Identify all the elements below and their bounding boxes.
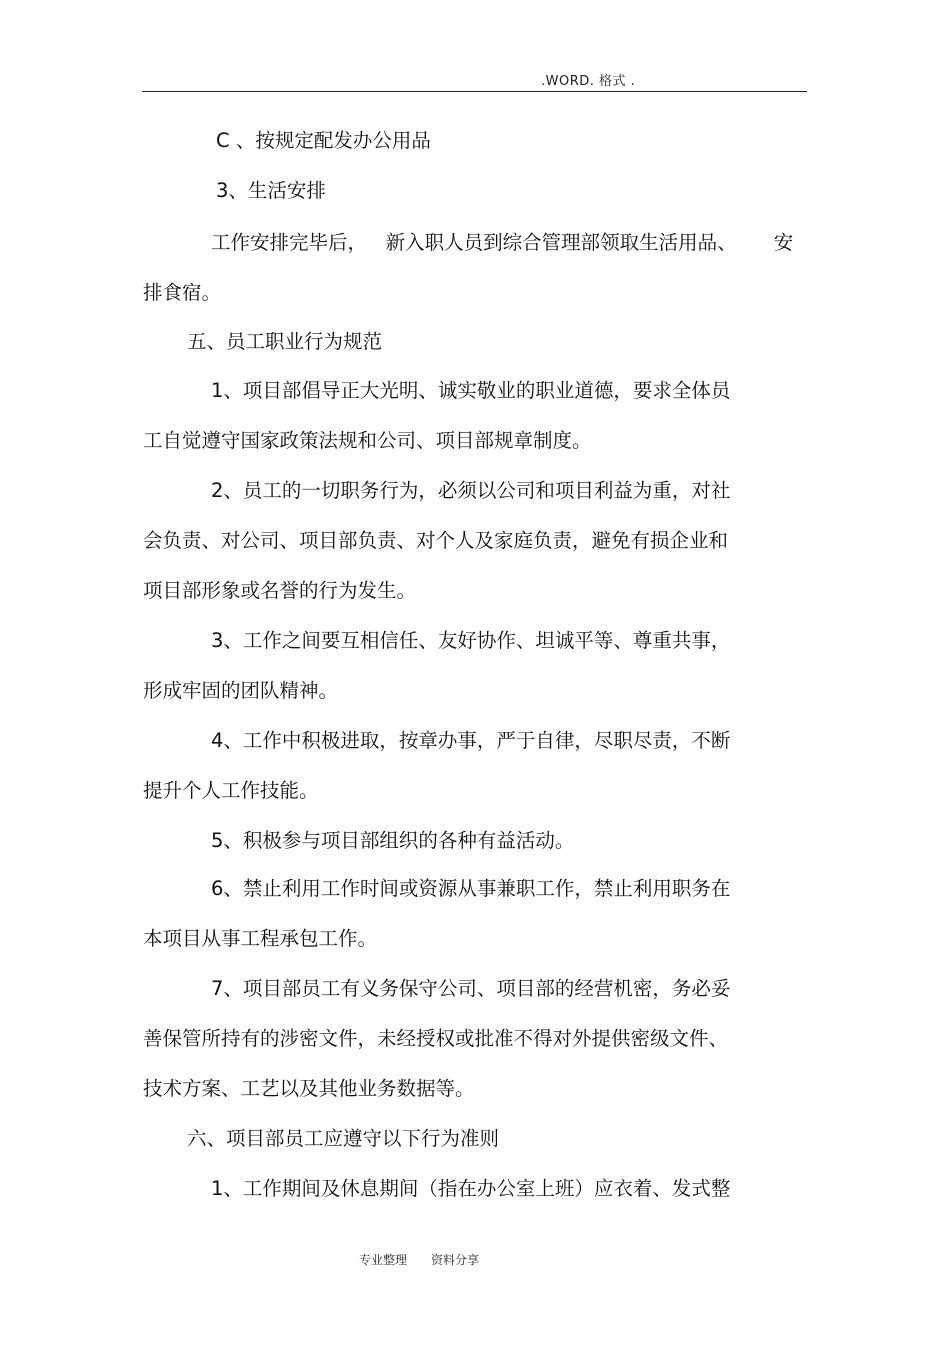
footer-left-text: 专业整理 [359,1253,408,1267]
body-line: 2、员工的一切职务行为，必须以公司和项目利益为重，对社 [211,479,731,502]
body-line: 技术方案、工艺以及其他业务数据等。 [143,1077,475,1100]
body-line: 1、项目部倡导正大光明、诚实敬业的职业道德，要求全体员 [211,379,731,402]
body-line: C 、按规定配发办公用品 [216,129,431,152]
body-line: 善保管所持有的涉密文件，未经授权或批准不得对外提供密级文件、 [143,1027,729,1050]
body-line: 本项目从事工程承包工作。 [143,927,378,950]
body-line: 4、工作中积极进取，按章办事，严于自律，尽职尽责，不断 [211,729,731,752]
body-line: 工作安排完毕后， 新入职人员到综合管理部领取生活用品、 安 [211,231,794,254]
body-line: 7、项目部员工有义务保守公司、项目部的经营机密，务必妥 [211,977,731,1000]
body-line: 形成牢固的团队精神。 [143,679,339,702]
body-line: 会负责、对公司、项目部负责、对个人及家庭负责，避免有损企业和 [143,529,729,552]
body-line: 3、生活安排 [216,179,326,202]
body-line: 1、工作期间及休息期间（指在办公室上班）应衣着、发式整 [211,1177,731,1200]
section-heading: 六、项目部员工应遵守以下行为准则 [187,1127,500,1150]
body-line: 工自觉遵守国家政策法规和公司、项目部规章制度。 [143,429,592,452]
section-heading: 五、员工职业行为规范 [187,330,383,353]
body-line: 提升个人工作技能。 [143,779,319,802]
header-divider [142,91,807,92]
footer-right-text: 资料分享 [431,1253,480,1267]
page-header-text: .WORD. 格式 . [541,74,636,89]
body-line: 3、工作之间要互相信任、友好协作、坦诚平等、尊重共事， [211,629,731,652]
body-line: 排食宿。 [143,281,222,304]
body-line: 项目部形象或名誉的行为发生。 [143,579,417,602]
body-line: 6、禁止利用工作时间或资源从事兼职工作，禁止利用职务在 [211,877,731,900]
body-line: 5、积极参与项目部组织的各种有益活动。 [211,829,575,852]
